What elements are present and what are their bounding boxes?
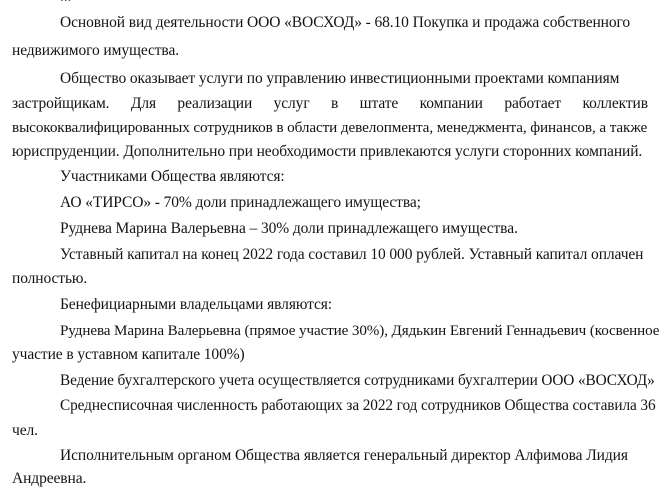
word: компании [419, 95, 483, 112]
word: работает [504, 95, 562, 112]
word: штате [359, 95, 399, 112]
participant-tirso: АО «ТИРСО» - 70% доли принадлежащего имущества; [60, 194, 421, 211]
word: услуг [273, 95, 310, 112]
headcount-line-1: Среднесписочная численность работающих за 2022 год сотрудников Общества составила 36 [60, 397, 656, 414]
beneficiaries-line-1: Руднева Марина Валерьевна (прямое участие 30%), Дядькин Евгений Геннадьевич (косвенное [60, 323, 660, 339]
paragraph-services-line-1: Общество оказывает услуги по управлению инвестиционными проектами компаниям [60, 70, 620, 87]
beneficiaries-heading: Бенефициарными владельцами являются: [60, 296, 333, 313]
headcount-line-2: чел. [12, 422, 38, 439]
word: реализации [177, 95, 253, 112]
cropped-top-line [60, 0, 71, 7]
executive-body-line-2: Андреевна. [12, 470, 87, 487]
participant-rudneva: Руднева Марина Валерьевна – 30% доли принадлежащего имущества. [60, 220, 518, 237]
paragraph-activity-line-2: недвижимого имущества. [12, 42, 180, 59]
paragraph-capital-line-2: полностью. [12, 270, 88, 287]
paragraph-services-line-4: юриспруденции. Дополнительно при необходимости привлекаются услуги сторонних компаний. [12, 143, 643, 160]
accounting-paragraph: Ведение бухгалтерского учета осуществляется сотрудниками бухгалтерии ООО «ВОСХОД» [60, 372, 655, 389]
beneficiaries-line-2: участие в уставном капитале 100%) [12, 346, 245, 363]
paragraph-services-line-2 [12, 94, 648, 114]
word: в [331, 95, 339, 112]
word: коллектив [582, 95, 648, 112]
word: Для [130, 95, 156, 112]
paragraph-activity-line-1: Основной вид деятельности ООО «ВОСХОД» - 68.10 Покупка и продажа собственного [60, 14, 631, 31]
executive-body-line-1: Исполнительным органом Общества является генеральный директор Алфимова Лидия [60, 447, 628, 464]
paragraph-services-line-3: высококвалифицированных сотрудников в области девелопмента, менеджмента, финансов, а также [12, 119, 648, 136]
word: застройщикам. [12, 95, 110, 112]
participants-heading: Участниками Общества являются: [60, 168, 285, 185]
paragraph-capital-line-1: Уставный капитал на конец 2022 года составил 10 000 рублей. Уставный капитал оплачен [60, 246, 644, 263]
